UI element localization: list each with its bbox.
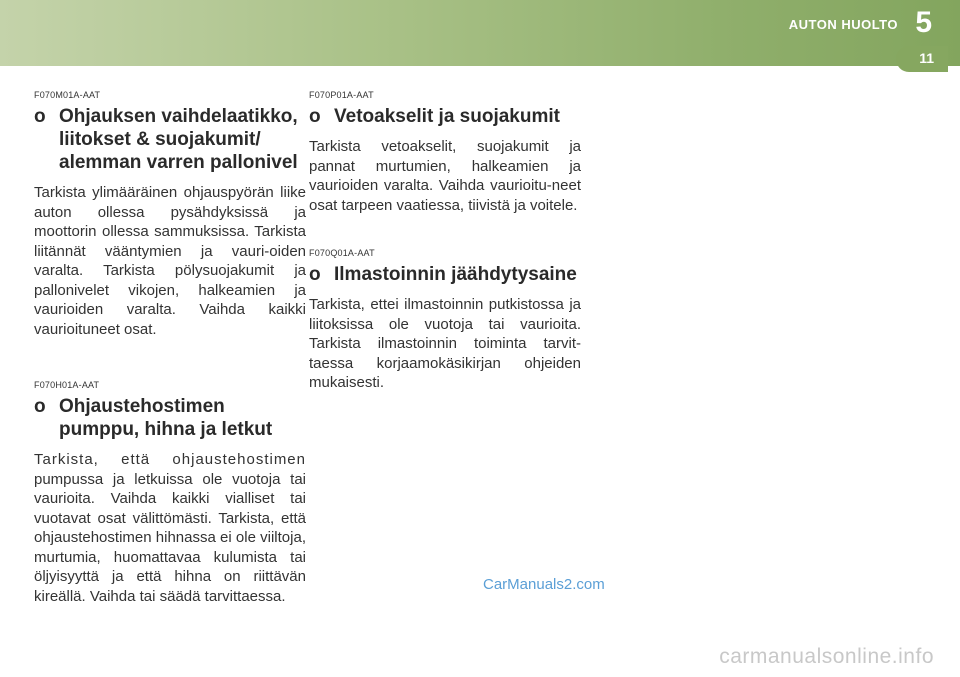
section-code: F070M01A-AAT: [34, 90, 101, 100]
section-body-first-line: Tarkista, että ohjaustehostimen: [34, 451, 306, 468]
right-column: [309, 90, 581, 391]
section-body: Tarkista ylimääräinen ohjauspyörän liike auton ollessa pysähdyksissä ja moottorin ollessa sammuksissa. Tarkista liitännät vääntymien ja vauri-oiden varalta. Tarkista pölysuojakumit ja pallonivelet vikojen, halkeamien ja vaurioiden varalta. Vaihda kaikki vaurioituneet osat.: [34, 184, 306, 338]
section-body: Tarkista vetoakselit, suojakumit ja pannat murtumien, halkeamien ja vaurioiden varalta. Vaihda vaurioitu-neet osat tarpeen vaatiessa, tiivistä ja voitele.: [309, 138, 581, 214]
section-power-steering-pump: [34, 380, 306, 606]
heading-text: Ilmastoinnin jäähdytysaine: [334, 264, 577, 285]
chapter-number: 5: [915, 6, 932, 39]
section-heading: [309, 263, 581, 286]
section-steering-gearbox: [34, 90, 306, 339]
section-code: F070H01A-AAT: [34, 380, 100, 390]
section-heading: [309, 105, 581, 128]
section-body: [34, 450, 306, 606]
watermark: carmanualsonline.info: [719, 645, 934, 668]
carmanuals-link[interactable]: CarManuals2.com: [483, 576, 605, 593]
section-heading: [34, 105, 306, 174]
header-band: [0, 0, 960, 66]
heading-bullet: o: [309, 106, 321, 127]
section-body-rest: pumpussa ja letkuissa ole vuotoja tai vaurioita. Vaihda kaikki vialliset tai vuotavat osat välittömästi. Tarkista, että ohjaustehostimen hihnassa ei ole viiltoja, murtumia, huomattavaa kulumista tai öljyisyyttä ja että hihna on riittävän kireällä. Vaihda tai säädä tarvittaessa.: [34, 470, 306, 605]
section-code: F070P01A-AAT: [309, 90, 374, 100]
heading-text: Vetoakselit ja suojakumit: [334, 106, 560, 127]
heading-bullet: o: [34, 396, 46, 417]
section-heading: [34, 395, 306, 441]
page-number: 11: [919, 50, 934, 66]
section-code: F070Q01A-AAT: [309, 248, 375, 258]
heading-text: Ohjauksen vaihdelaatikko, liitokset & suojakumit/ alemman varren pallonivel: [59, 106, 298, 173]
heading-bullet: o: [34, 106, 46, 127]
section-drive-shafts: [309, 90, 581, 215]
section-ac-refrigerant: [309, 248, 581, 393]
chapter-title: AUTON HUOLTO: [788, 17, 898, 32]
heading-bullet: o: [309, 264, 321, 285]
left-column: [34, 90, 306, 605]
heading-text: Ohjaustehostimen pumppu, hihna ja letkut: [59, 396, 273, 440]
section-body: Tarkista, ettei ilmastoinnin putkistossa ja liitoksissa ole vuotoja tai vaurioita. Tarkista ilmastoinnin toiminta tarvit-taessa korjaamokäsikirjan ohjeiden mukaisesti.: [309, 296, 581, 391]
